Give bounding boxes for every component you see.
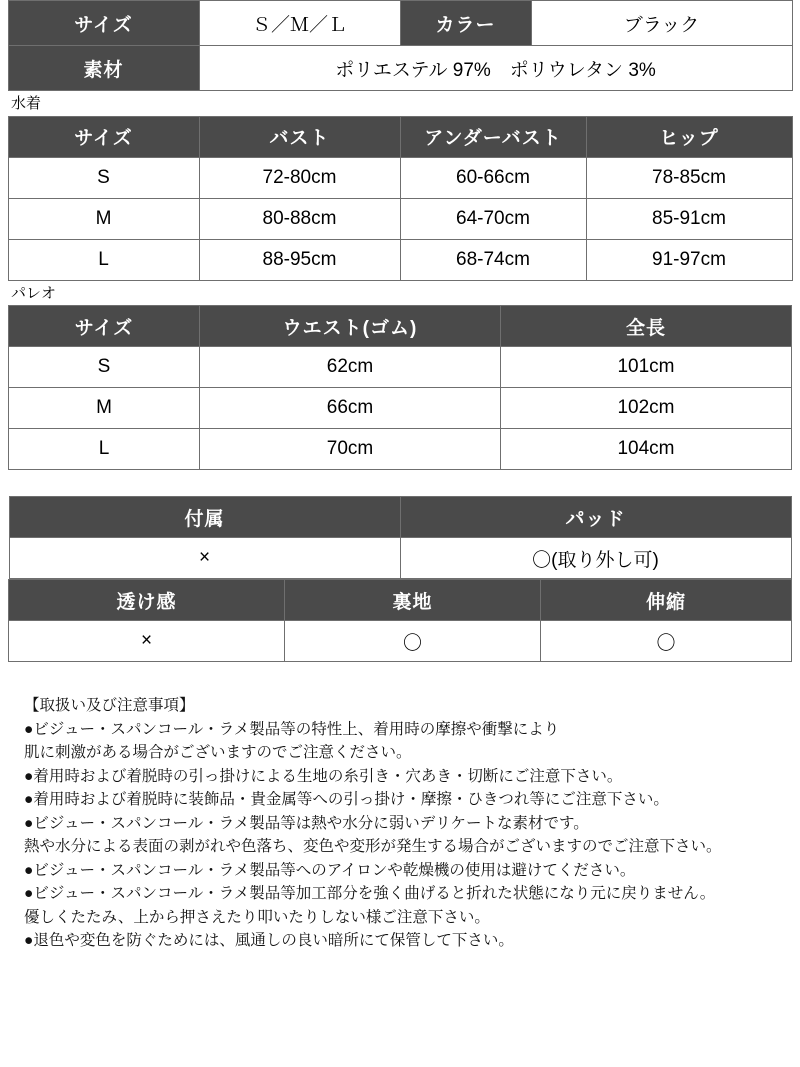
attachment-header: 付属 (9, 497, 400, 538)
spec-material-value: ポリエステル 97% ポリウレタン 3% (199, 46, 792, 91)
mizugi-cell: S (8, 157, 199, 198)
mizugi-cell: 91-97cm (586, 239, 792, 280)
table-row (9, 347, 792, 388)
mizugi-header-underbust: アンダーバスト (400, 116, 586, 157)
mizugi-size-table (8, 116, 793, 281)
sheer-value: × (9, 621, 285, 662)
mizugi-cell: 64-70cm (400, 198, 586, 239)
table-row (8, 198, 792, 239)
note-line: ●ビジュー・スパンコール・ラメ製品等は熱や水分に弱いデリケートな素材です。 (24, 814, 589, 832)
pareo-cell: 70cm (200, 429, 501, 470)
note-line: ●着用時および着脱時の引っ掛けによる生地の糸引き・穴あき・切断にご注意下さい。 (24, 767, 623, 785)
mizugi-cell: M (8, 198, 199, 239)
table-row (9, 538, 791, 579)
pareo-cell: 101cm (501, 347, 792, 388)
pareo-cell: 102cm (501, 388, 792, 429)
pareo-header-length: 全長 (501, 306, 792, 347)
mizugi-cell: 68-74cm (400, 239, 586, 280)
lining-header: 裏地 (285, 580, 541, 621)
spec-color-header: カラー (400, 1, 531, 46)
table-row (9, 429, 792, 470)
attachment-value: × (9, 538, 400, 579)
pad-header: パッド (400, 497, 791, 538)
mizugi-cell: 80-88cm (199, 198, 400, 239)
pareo-section-label: パレオ (11, 284, 57, 302)
pareo-header-waist: ウエスト(ゴム) (200, 306, 501, 347)
stretch-header: 伸縮 (541, 580, 792, 621)
spec-material-header: 素材 (8, 46, 199, 91)
lining-value: 〇 (285, 621, 541, 662)
note-line: ●ビジュー・スパンコール・ラメ製品等の特性上、着用時の摩擦や衝撃により (24, 720, 560, 738)
pareo-cell: M (9, 388, 200, 429)
spec-size-header: サイズ (8, 1, 199, 46)
table-row (8, 239, 792, 280)
mizugi-cell: 88-95cm (199, 239, 400, 280)
table-header-row (9, 306, 792, 347)
notes-section (10, 694, 790, 953)
pareo-header-size: サイズ (9, 306, 200, 347)
mizugi-cell: 60-66cm (400, 157, 586, 198)
table-row (9, 621, 792, 662)
attachment-pad-table (9, 496, 792, 579)
note-line: 熱や水分による表面の剥がれや色落ち、変色や変形が発生する場合がございますのでご注意下さい。 (24, 838, 722, 856)
spec-table (8, 0, 793, 91)
pareo-size-table (8, 305, 792, 470)
spacer (0, 662, 800, 694)
table-row (8, 1, 792, 46)
spacer (0, 470, 800, 496)
mizugi-cell: 72-80cm (199, 157, 400, 198)
pad-value: 〇(取り外し可) (400, 538, 791, 579)
table-row (9, 388, 792, 429)
note-line: ●ビジュー・スパンコール・ラメ製品等へのアイロンや乾燥機の使用は避けてください。 (24, 861, 636, 879)
mizugi-header-size: サイズ (8, 116, 199, 157)
table-header-row (8, 116, 792, 157)
note-line: ●着用時および着脱時に装飾品・貴金属等への引っ掛け・摩擦・ひきつれ等にご注意下さい。 (24, 791, 669, 809)
pareo-cell: 104cm (501, 429, 792, 470)
table-header-row (9, 580, 792, 621)
mizugi-header-bust: バスト (199, 116, 400, 157)
table-header-row (9, 497, 791, 538)
note-line: ●ビジュー・スパンコール・ラメ製品等加工部分を強く曲げると折れた状態になり元に戻りません。 (24, 885, 716, 903)
pareo-cell: L (9, 429, 200, 470)
notes-title: 【取扱い及び注意事項】 (24, 697, 195, 714)
note-line: ●退色や変色を防ぐためには、風通しの良い暗所にて保管して下さい。 (24, 932, 514, 950)
pareo-cell: 66cm (200, 388, 501, 429)
sheer-header: 透け感 (9, 580, 285, 621)
table-row (8, 157, 792, 198)
note-line: 優しくたたみ、上から押さえたり叩いたりしない様ご注意下さい。 (24, 908, 490, 926)
sheer-lining-stretch-table (8, 579, 792, 662)
table-row (8, 46, 792, 91)
mizugi-cell: 85-91cm (586, 198, 792, 239)
stretch-value: 〇 (541, 621, 792, 662)
note-line: 肌に刺激がある場合がございますのでご注意ください。 (24, 744, 412, 762)
mizugi-cell: 78-85cm (586, 157, 792, 198)
mizugi-section-label: 水着 (11, 95, 42, 112)
pareo-cell: S (9, 347, 200, 388)
mizugi-cell: L (8, 239, 199, 280)
pareo-cell: 62cm (200, 347, 501, 388)
spec-size-value: Ｓ／Ｍ／Ｌ (199, 1, 400, 46)
mizugi-header-hip: ヒップ (586, 116, 792, 157)
spec-color-value: ブラック (531, 1, 792, 46)
